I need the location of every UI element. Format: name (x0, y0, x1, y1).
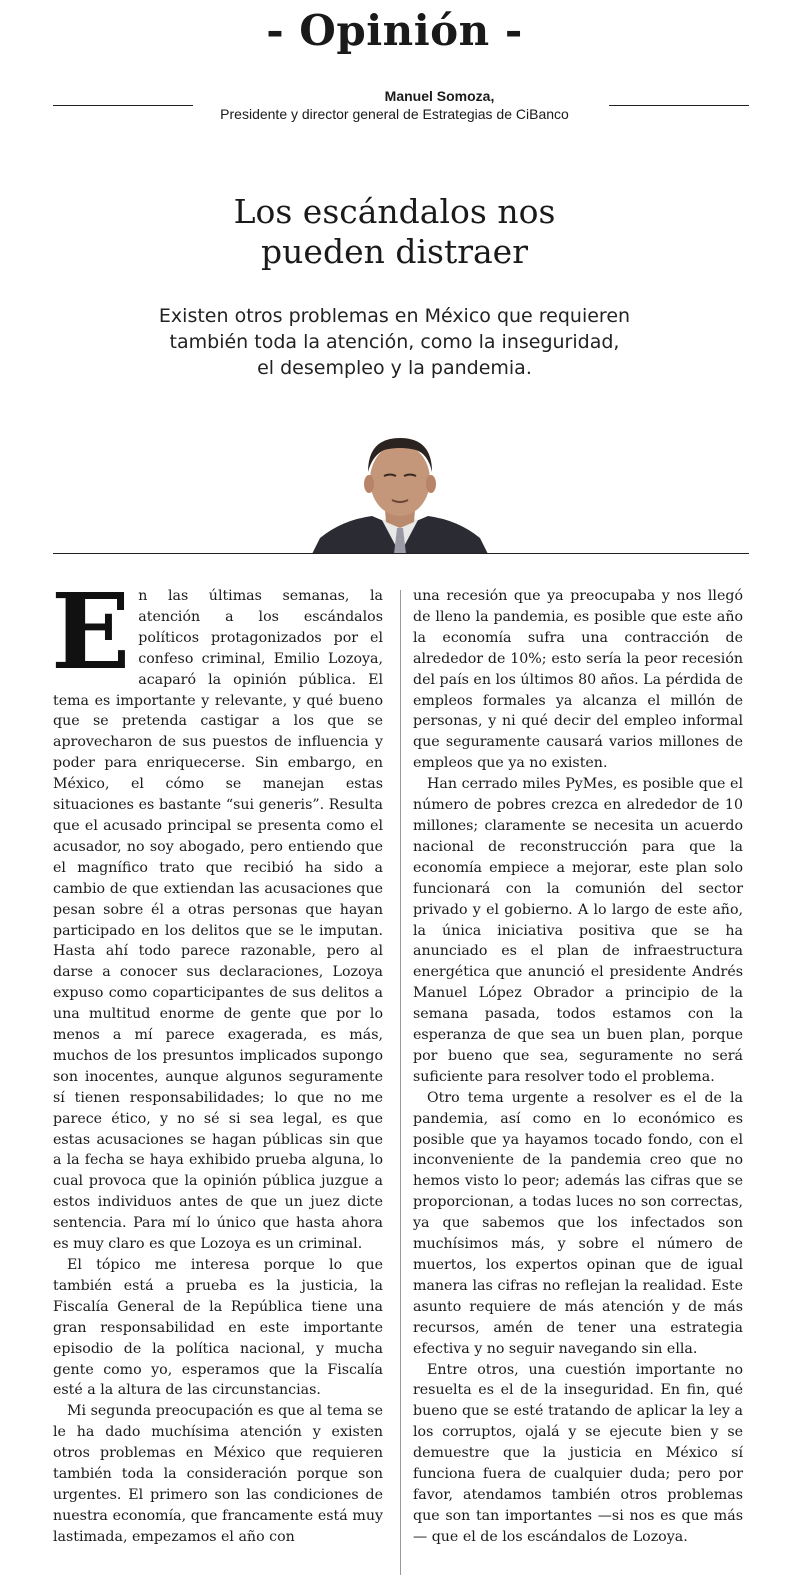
article-column-left (51, 570, 383, 1548)
dek-line: el desempleo y la pandemia. (257, 357, 532, 379)
author-portrait (312, 428, 488, 554)
portrait-baseline-rule (53, 553, 749, 554)
article-paragraph: Entre otros, una cuestión importante no resuelta es el de la inseguridad. En fin, qué bueno que se esté tratando de aplicar la ley a los corruptos, ojalá y se ejecute bien y se demuestre que la justicia en México sí funciona fuera de cualquier duda; pero por favor, atendamos también otros problemas que son tan importantes —si nos es que más— que el de los escándalos de Lozoya. (413, 1361, 743, 1545)
drop-cap: E (51, 570, 131, 693)
byline (0, 88, 789, 122)
column-divider (400, 590, 401, 1575)
article-column-right (413, 586, 743, 1548)
headline-line: pueden distraer (261, 232, 528, 271)
article-headline (0, 192, 789, 272)
article-paragraph: Han cerrado miles PyMes, es posible que el número de pobres crezca en alrededor de 10 millones; claramente se necesita un acuerdo nacional de reconstrucción para que la economía empiece a mejorar, este plan solo funcionará con la comunión del sector privado y el gobierno. A lo largo de este año, la única iniciativa positiva que se ha anunciado es el plan de infraestructura energética que anunció el presidente Andrés Manuel López Obrador a principio de la semana pasada, todos estamos con la esperanza de que sea un buen plan, porque por bueno que sea, seguramente no será suficiente para resolver todo el problema. (413, 776, 743, 1085)
dek-line: Existen otros problemas en México que requieren (158, 305, 631, 327)
article-paragraph: Mi segunda preocupación es que al tema se le ha dado muchísima atención y existen otros problemas en México que requieren también toda la consideración porque son urgentes. El primero son las condiciones de nuestra economía, que francamente está muy lastimada, empezamos el año con (53, 1403, 383, 1545)
article-paragraph (51, 570, 383, 1255)
author-role: Presidente y director general de Estrategias de CiBanco (220, 106, 569, 122)
article-paragraph: El tópico me interesa porque lo que también está a prueba es la justicia, la Fiscalía General de la República tiene una gran responsabilidad en este importante episodio de la política nacional, y mucha gente como yo, esperamos que la Fiscalía esté a la altura de las circunstancias. (53, 1257, 383, 1399)
author-name: Manuel Somoza, (384, 88, 495, 104)
article-dek (0, 303, 789, 381)
article-paragraph: una recesión que ya preocupaba y nos llegó de lleno la pandemia, es posible que este año la economía sufra una contracción de alrededor de 10%; esto sería la peor recesión del país en los últimos 80 años. La pérdida de empleos formales ya alcanza el millón de personas, y ni qué decir del empleo informal que seguramente causará varios millones de empleos que ya no existen. (413, 588, 743, 772)
paragraph-text: n las últimas semanas, la atención a los escándalos políticos protagonizados por el confeso criminal, Emilio Lozoya, acaparó la opinión pública. El tema es importante y relevante, y qué bueno que se pretenda castigar a los que se aprovecharon de sus puestos de influencia y poder para enriquecerse. Sin embargo, en México, el cómo se manejan estas situaciones es bastante “sui generis”. Resulta que el acusado principal se presenta como el acusador, no soy abogado, pero entiendo que el magnífico trato que recibió ha sido a cambio de que extiendan las acusaciones que pesan sobre él a otras personas que hayan participado en los delitos que se le imputan. Hasta ahí todo parece razonable, pero al darse a conocer sus declaraciones, Lozoya expuso como coparticipantes de sus delitos a una multitud enorme de gente que por lo menos a mí parece exagerada, es más, muchos de los presuntos implicados supongo son inocentes, aunque algunos seguramente sí tienen responsabilidades; lo que no me parece ético, y no sé si sea legal, es que estas acusaciones se hagan públicas sin que a la fecha se haya exhibido prueba alguna, lo cual provoca que la opinión pública juzgue a estos individuos antes de que un juez dicte sentencia. Para mí lo único que hasta ahora es muy claro es que Lozoya es un criminal. (53, 588, 383, 1253)
dek-line: también toda la atención, como la inseguridad, (169, 331, 620, 353)
headline-line: Los escándalos nos (233, 192, 556, 231)
section-title: - Opinión - (266, 6, 523, 55)
article-paragraph: Otro tema urgente a resolver es el de la pandemia, así como en lo económico es posible que ya hayamos tocado fondo, con el inconveniente de la pandemia creo que no hemos visto lo peor; además las cifras que se proporcionan, a todas luces no son correctas, ya que sabemos que los infectados son muchísimos más, y sobre el número de muertos, los expertos opinan que de igual manera las cifras no reflejan la realidad. Este asunto requiere de más atención y de más recursos, amén de tener una estrategia efectiva y no seguir navegando sin ella. (413, 1089, 743, 1357)
